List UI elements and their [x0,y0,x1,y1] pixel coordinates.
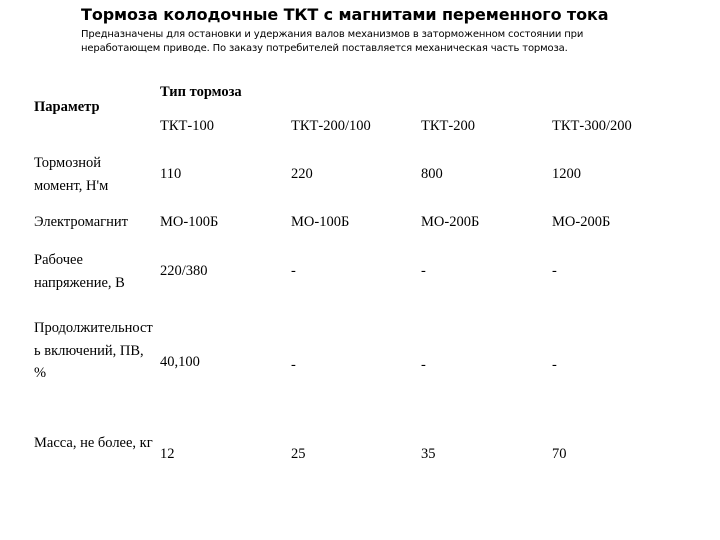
column-header: ТКТ-200/100 [291,118,371,134]
description-text: Предназначены для остановки и удержания валов механизмов в заторможенном состоянии при неработающем приводе. По заказу потребителей поставляется механическая часть тормоза. [81,29,584,54]
table-cell: - [552,263,557,279]
column-header: ТКТ-300/200 [552,118,632,134]
column-header: ТКТ-200 [421,118,475,134]
column-header: ТКТ-100 [160,118,214,134]
row-label: Масса, не более, кг [34,435,153,451]
row-label: Продолжительность включений, ПВ, % [34,320,153,381]
table-cell: - [421,357,426,373]
table-cell: 25 [291,446,306,462]
table-cell: 220 [291,166,313,182]
table-cell: - [291,357,296,373]
table-cell: МО-100Б [160,214,219,230]
table-cell: 40,100 [160,354,200,370]
type-header: Тип тормоза [160,84,242,100]
row-label: Тормозной момент, Н'м [34,155,109,194]
table-cell: 1200 [552,166,581,182]
table-cell: - [291,263,296,279]
table-cell: 220/380 [160,263,208,279]
table-cell: - [552,357,557,373]
table-cell: - [421,263,426,279]
page-title: Тормоза колодочные ТКТ с магнитами переменного тока [81,5,609,24]
table-cell: МО-200Б [421,214,480,230]
table-cell: 12 [160,446,175,462]
table-cell: 110 [160,166,182,182]
table-cell: 70 [552,446,567,462]
table-cell: МО-100Б [291,214,350,230]
table-cell: МО-200Б [552,214,611,230]
table-cell: 35 [421,446,436,462]
row-label: Рабочее напряжение, В [34,252,125,291]
table-cell: 800 [421,166,443,182]
row-label: Электромагнит [34,214,128,230]
param-header: Параметр [34,99,100,115]
